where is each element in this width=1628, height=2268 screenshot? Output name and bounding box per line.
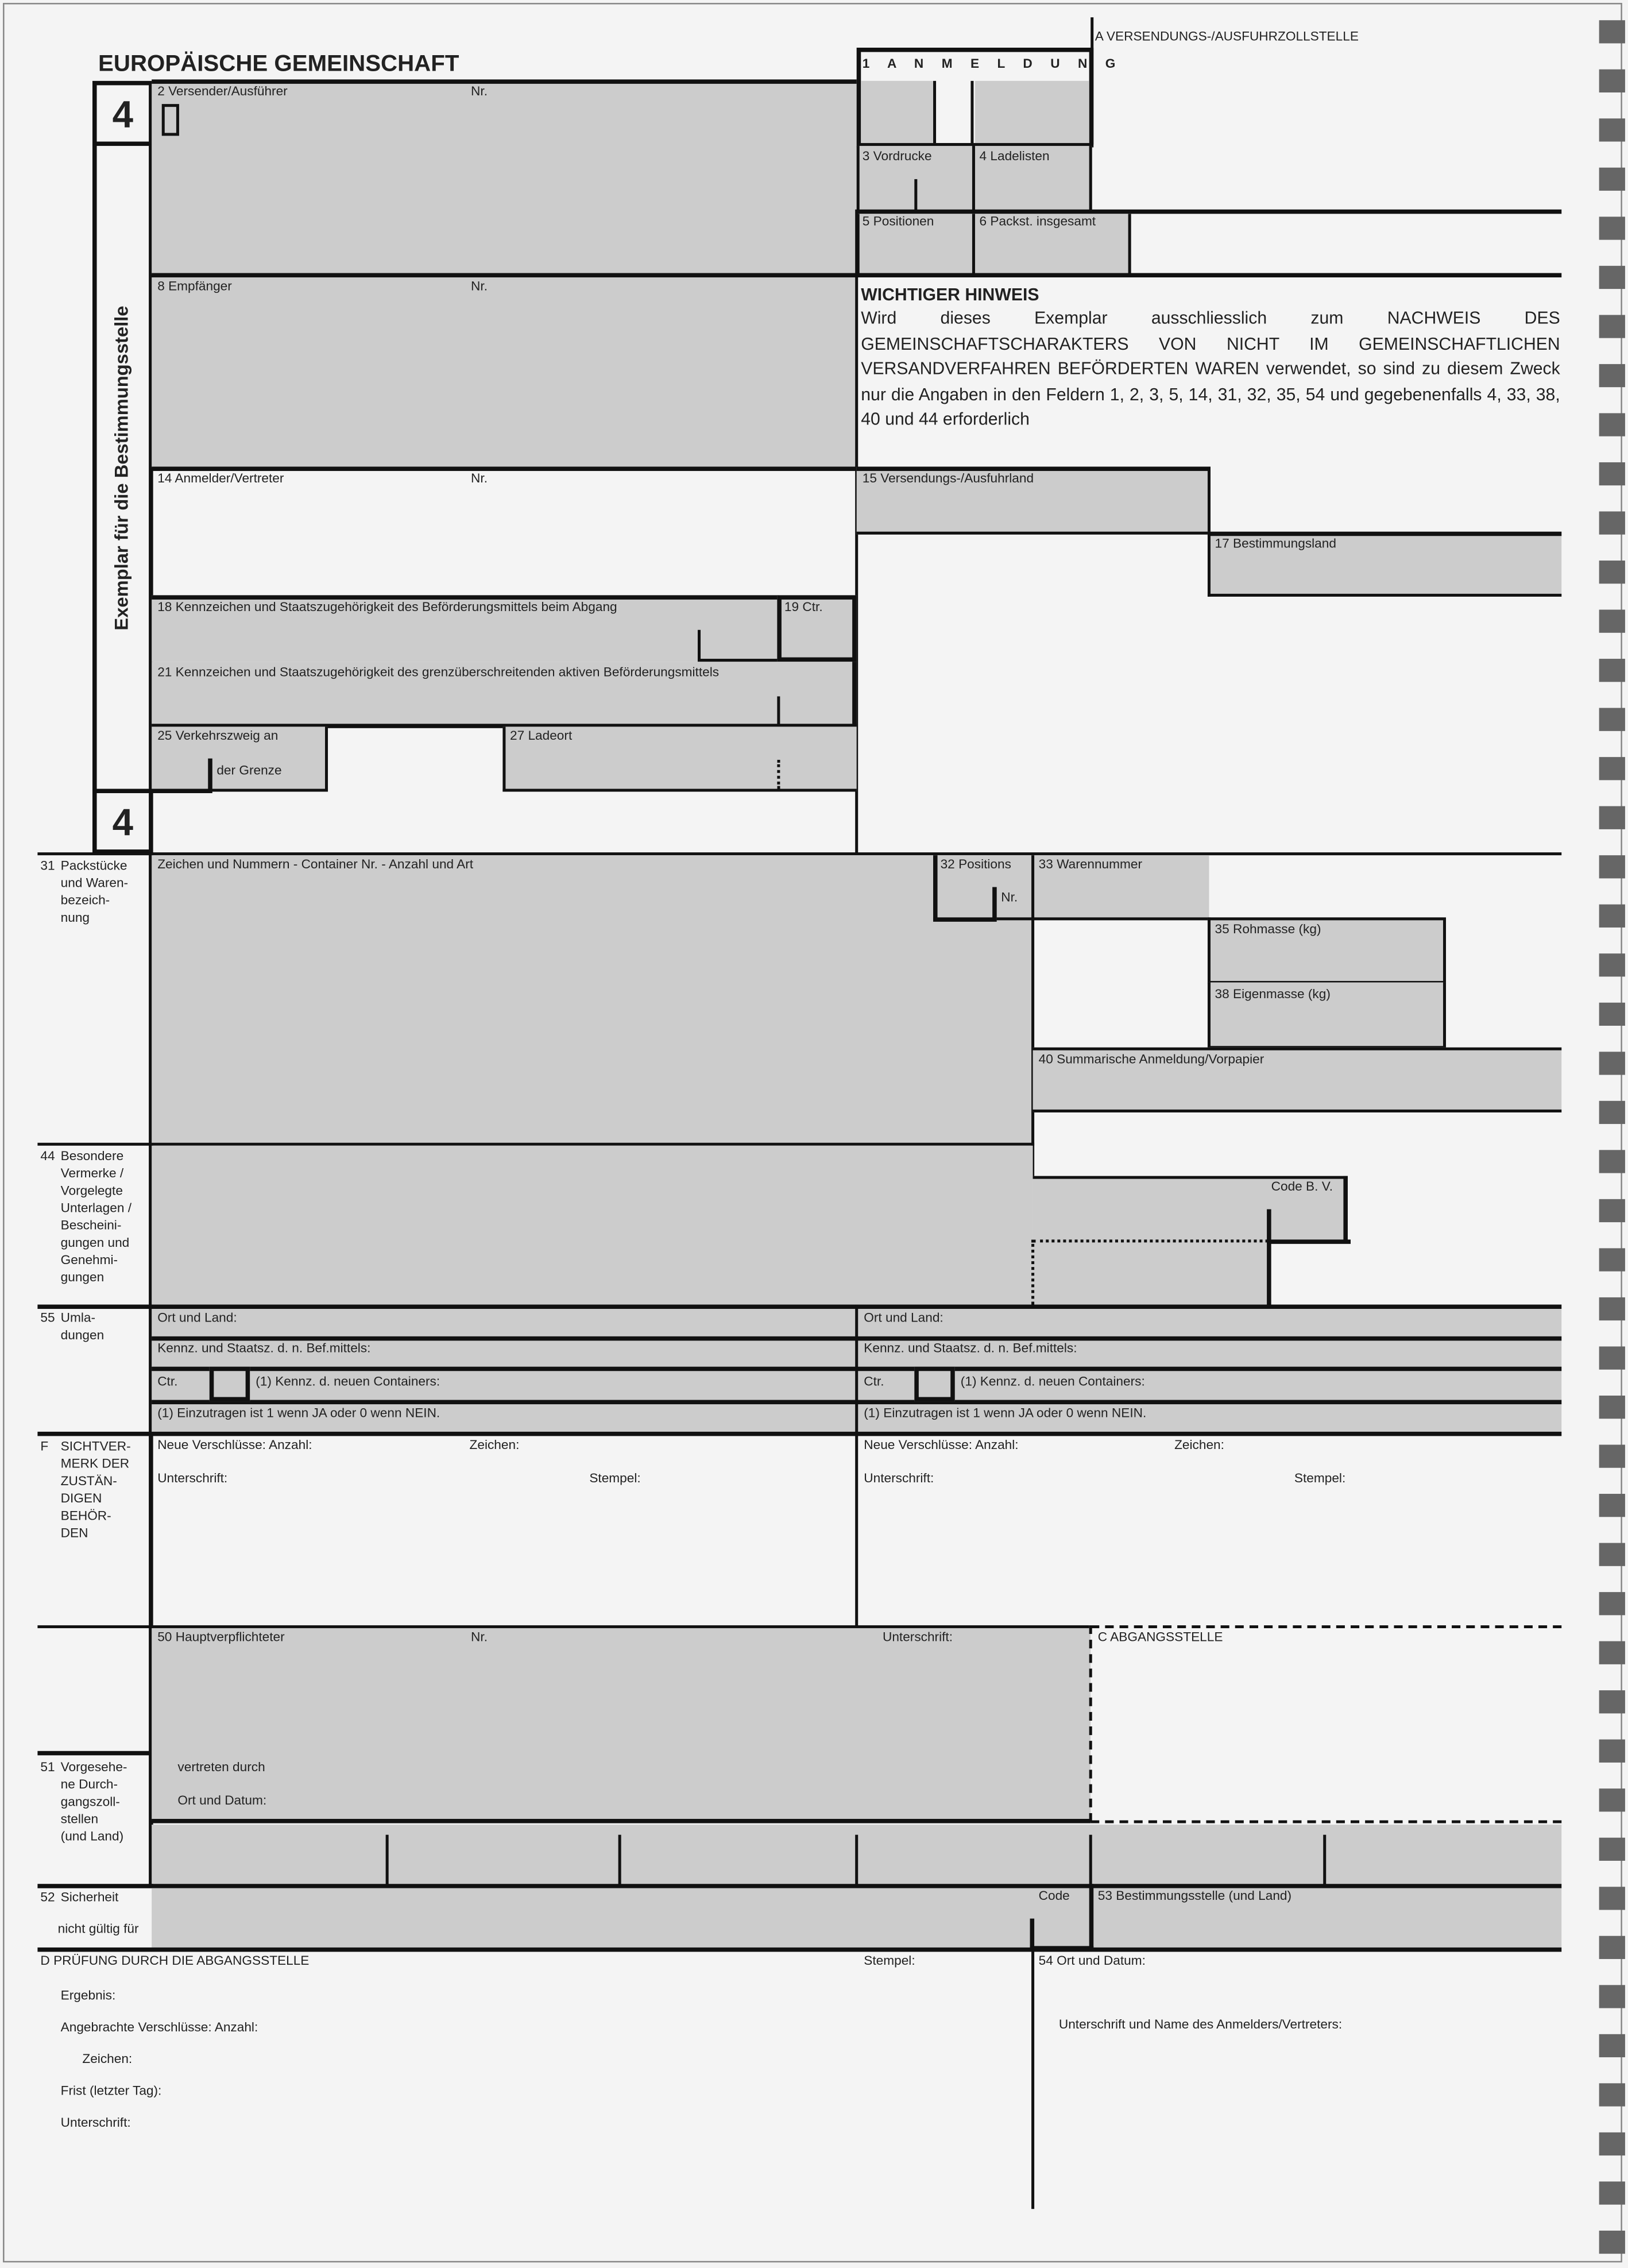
box-14-nr-label: Nr. [471, 471, 488, 486]
transship-ctr-checkbox-left[interactable] [210, 1367, 250, 1401]
divider [992, 887, 997, 921]
box-35-label: 35 Rohmasse (kg) [1215, 921, 1321, 937]
perforation-mark [1599, 1248, 1625, 1271]
section-d-stamp-label: Stempel: [864, 1953, 915, 1968]
divider [1089, 1625, 1092, 1822]
box-38-label: 38 Eigenmasse (kg) [1215, 987, 1331, 1002]
copy-label: Exemplar für die Bestimmungsstelle [110, 305, 133, 630]
box-1-label: 1 A N M E L D U N G [862, 56, 1123, 71]
box-54-field[interactable] [1034, 1952, 1560, 2212]
perforation-mark [1599, 20, 1625, 43]
perforation-mark [1599, 1641, 1625, 1664]
box-14-label: 14 Anmelder/Vertreter [157, 471, 284, 486]
divider [152, 789, 212, 793]
perforation-mark [1599, 2034, 1625, 2057]
box-8-consignee[interactable] [152, 277, 857, 468]
office-c-field[interactable] [1093, 1629, 1560, 1819]
box-19-label: 19 Ctr. [784, 599, 823, 615]
perforation-mark [1599, 168, 1625, 191]
endorsement-seals-left: Neue Verschlüsse: Anzahl: [157, 1437, 312, 1452]
box-1-field-c[interactable] [975, 81, 1089, 143]
perforation-mark [1599, 2181, 1625, 2204]
divider [37, 1304, 1561, 1309]
endorsement-stamp-left: Stempel: [589, 1470, 641, 1485]
box-40-label: 40 Summarische Anmeldung/Vorpapier [1038, 1052, 1264, 1067]
perforation-mark [1599, 1445, 1625, 1468]
box-55-side-label: 55 Umla- dungen [40, 1310, 105, 1342]
perforation-mark [1599, 315, 1625, 338]
divider [152, 467, 857, 472]
divider [208, 759, 212, 792]
box-52-side-label: 52 Sicherheit [40, 1890, 119, 1904]
perforation-mark [1599, 1985, 1625, 2008]
endorsement-marks-left: Zeichen: [469, 1437, 520, 1452]
box-2-checkbox[interactable] [162, 104, 179, 136]
transship-vehicle-label-left: Kennz. und Staatsz. d. n. Bef.mittels: [157, 1340, 371, 1355]
divider [997, 917, 1211, 920]
box-2-label: 2 Versender/Ausführer [157, 83, 288, 99]
perforation-mark [1599, 462, 1625, 485]
divider [855, 1835, 858, 1886]
perforation-mark [1599, 561, 1625, 584]
perforation-mark [1599, 118, 1625, 141]
box-44-lower[interactable] [1033, 1239, 1270, 1304]
perforation-mark [1599, 953, 1625, 976]
section-d-deadline-label: Frist (letzter Tag): [60, 2083, 162, 2098]
perforation-mark [1599, 1396, 1625, 1419]
office-c-label: C ABGANGSSTELLE [1097, 1629, 1223, 1644]
transship-ctr-checkbox-right[interactable] [914, 1367, 954, 1401]
box-18-label: 18 Kennzeichen und Staatszugehörigkeit des Beförderungsmittels beim Abgang [157, 599, 617, 615]
box-32-label: 32 Positions [940, 856, 1011, 871]
perforation-mark [1599, 757, 1625, 780]
perforation-mark [1599, 855, 1625, 878]
box-27-label: 27 Ladeort [509, 728, 573, 743]
divider [1030, 1919, 1035, 1949]
box-44-code-label: Code B. V. [1271, 1179, 1333, 1193]
divider [777, 760, 780, 789]
notice-title: WICHTIGER HINWEIS [861, 284, 1039, 305]
box-31-label: Zeichen und Nummern - Container Nr. - Anzahl und Art [157, 856, 474, 871]
perforation-mark [1599, 364, 1625, 387]
divider [698, 630, 701, 662]
perforation-mark [1599, 2231, 1625, 2254]
divider [933, 917, 997, 922]
divider [37, 1432, 1561, 1436]
perforation-mark [1599, 659, 1625, 682]
section-f-endorsement-left[interactable] [152, 1436, 854, 1624]
divider [1033, 1239, 1269, 1242]
perforation-mark [1599, 1199, 1625, 1222]
divider [777, 696, 780, 725]
perforation-mark [1599, 905, 1625, 928]
perforation-mark [1599, 610, 1625, 633]
box-2-consignor[interactable] [152, 81, 857, 275]
perforation-mark [1599, 1003, 1625, 1026]
divider [1089, 1884, 1094, 1949]
box-50-principal[interactable] [152, 1628, 1091, 1821]
perforation-mark [1599, 266, 1625, 289]
section-d-signature-label: Unterschrift: [60, 2115, 131, 2130]
box-44-additional-info[interactable] [152, 1146, 1033, 1305]
office-a-label: A VERSENDUNGS-/AUSFUHRZOLLSTELLE [1095, 29, 1359, 44]
perforation-mark [1599, 2132, 1625, 2155]
divider [37, 1948, 1561, 1952]
section-f-endorsement-right[interactable] [858, 1436, 1560, 1624]
perforation-mark [1599, 1297, 1625, 1320]
divider [152, 1400, 1561, 1405]
perforation-mark [1599, 1592, 1625, 1615]
divider [152, 1336, 1561, 1341]
divider [152, 79, 857, 84]
divider [857, 210, 1562, 214]
perforation-mark [1599, 1788, 1625, 1811]
divider [1091, 1625, 1561, 1628]
divider [1091, 1821, 1561, 1823]
box-1-field-a[interactable] [861, 81, 933, 143]
divider [914, 179, 917, 211]
box-2-nr-label: Nr. [471, 83, 488, 99]
divider [1267, 1209, 1271, 1304]
transship-container-label-right: (1) Kennz. d. neuen Containers: [960, 1374, 1145, 1389]
transship-footnote-left: (1) Einzutragen ist 1 wenn JA oder 0 wenn NEIN. [157, 1405, 440, 1420]
perforation-mark [1599, 1740, 1625, 1763]
endorsement-signature-right: Unterschrift: [864, 1470, 934, 1485]
box-50-signature-label: Unterschrift: [882, 1629, 953, 1644]
form-title: EUROPÄISCHE GEMEINSCHAFT [98, 52, 459, 77]
endorsement-seals-right: Neue Verschlüsse: Anzahl: [864, 1437, 1019, 1452]
box-50-label: 50 Hauptverpflichteter [157, 1629, 285, 1644]
box-31-packages[interactable] [152, 855, 1033, 1144]
copy-number-box-top [92, 81, 153, 146]
divider [1031, 1239, 1034, 1304]
box-50-place-label: Ort und Datum: [177, 1792, 267, 1807]
perforation-mark [1599, 1494, 1625, 1517]
divider [386, 1835, 389, 1886]
box-5-label: 5 Positionen [862, 214, 934, 229]
perforation-mark [1599, 217, 1625, 239]
divider [618, 1835, 621, 1886]
perforation-mark [1599, 413, 1625, 436]
divider [970, 81, 973, 143]
divider [37, 1751, 150, 1756]
section-d-result-label: Ergebnis: [60, 1988, 116, 2003]
box-52-not-valid-label: nicht gültig für [57, 1921, 139, 1936]
perforation-mark [1599, 708, 1625, 731]
endorsement-signature-left: Unterschrift: [157, 1470, 228, 1485]
box-8-nr-label: Nr. [471, 279, 488, 293]
box-6-label: 6 Packst. insgesamt [979, 214, 1096, 229]
box-53-label: 53 Bestimmungsstelle (und Land) [1097, 1888, 1292, 1903]
divider [1323, 1835, 1326, 1886]
perforation-mark [1599, 2083, 1625, 2106]
office-a-field[interactable] [1093, 29, 1560, 208]
section-d-title: D PRÜFUNG DURCH DIE ABGANGSSTELLE [40, 1953, 310, 1968]
divider [152, 1367, 1561, 1371]
transship-place-label-left: Ort und Land: [157, 1310, 237, 1325]
transship-container-label-left: (1) Kennz. d. neuen Containers: [256, 1374, 440, 1389]
endorsement-stamp-right: Stempel: [1294, 1470, 1346, 1485]
copy-number-box-bottom [92, 789, 153, 853]
box-54-label: 54 Ort und Datum: [1038, 1953, 1146, 1968]
perforation-mark [1599, 1838, 1625, 1861]
transship-footnote-right: (1) Einzutragen ist 1 wenn JA oder 0 wenn NEIN. [864, 1405, 1147, 1420]
notice-body: Wird dieses Exemplar ausschliesslich zum NACHWEIS DES GEMEINSCHAFTSCHARAKTERS VON NICHT IM GEMEINSCHAFTLICHEN VERSANDVERFAHREN BEFÖRDERTEN WAREN verwendet, so sind zu diesem Zweck nur die Angaben in den Feldern 1, 2, 3, 5, 14, 31, 32, 35, 54 und gegebenenfalls 4, 33, 38, 40 und 44 erforderlich [861, 307, 1560, 430]
box-44-side-label: 44 Besondere Vermerke / Vorgelegte Unterlagen / Bescheini- gungen und Genehmi- gungen [40, 1148, 132, 1285]
transship-ctr-label-right: Ctr. [864, 1374, 884, 1389]
perforation-mark [1599, 1052, 1625, 1075]
transship-vehicle-label-right: Kennz. und Staatsz. d. n. Bef.mittels: [864, 1340, 1077, 1355]
transship-ctr-label-left: Ctr. [157, 1374, 178, 1389]
box-15-label: 15 Versendungs-/Ausfuhrland [862, 471, 1034, 486]
copy-number: 4 [112, 800, 134, 844]
perforation-mark [1599, 1887, 1625, 1910]
section-d-seals-label: Angebrachte Verschlüsse: Anzahl: [60, 2019, 258, 2034]
box-31-side-label: 31 Packstücke und Waren- bezeich- nung [40, 858, 129, 925]
divider [1089, 1835, 1092, 1886]
box-52-guarantee[interactable] [152, 1888, 1561, 1948]
box-21-label: 21 Kennzeichen und Staatszugehörigkeit des grenzüberschreitenden aktiven Beförderungsmittels [157, 664, 720, 679]
box-33-label: 33 Warennummer [1038, 856, 1143, 871]
box-25-label: 25 Verkehrszweig an [157, 728, 279, 743]
box-3-label: 3 Vordrucke [862, 149, 932, 164]
perforation-mark [1599, 1936, 1625, 1959]
divider [933, 81, 936, 143]
box-32-nr-label: Nr. [1001, 890, 1018, 905]
copy-number: 4 [112, 92, 134, 136]
section-d-marks-label: Zeichen: [82, 2051, 133, 2066]
perforation-mark [1599, 806, 1625, 829]
divider [152, 1819, 1091, 1823]
box-8-label: 8 Empfänger [157, 279, 232, 293]
box-17-label: 17 Bestimmungsland [1215, 536, 1336, 551]
perforation-mark [1599, 511, 1625, 534]
box-51-side-label: 51 Vorgesehe- ne Durch- gangszoll- stellen (und Land) [40, 1759, 127, 1844]
box-50-nr-label: Nr. [471, 1629, 488, 1644]
divider [1031, 855, 1034, 1179]
perforation-mark [1599, 1690, 1625, 1713]
endorsement-marks-right: Zeichen: [1174, 1437, 1224, 1452]
box-25-sublabel: der Grenze [216, 763, 282, 778]
box-52-code-label: Code [1038, 1888, 1070, 1903]
section-f-side-label: F SICHTVER- MERK DER ZUSTÄN- DIGEN BEHÖR- DEN [40, 1439, 131, 1540]
section-d-field[interactable] [37, 1952, 1028, 2212]
perforation-mark [1599, 1543, 1625, 1566]
perforation-mark [1599, 69, 1625, 92]
transship-place-label-right: Ort und Land: [864, 1310, 943, 1325]
box-14-declarant[interactable] [152, 471, 855, 595]
box-54-signature-label: Unterschrift und Name des Anmelders/Vertreters: [1058, 2016, 1343, 2031]
divider [1267, 1239, 1351, 1244]
perforation-mark [1599, 1101, 1625, 1124]
box-4-label: 4 Ladelisten [979, 149, 1050, 164]
perforation-mark [1599, 1150, 1625, 1173]
divider [37, 1884, 1561, 1888]
box-50-rep-label: vertreten durch [177, 1759, 265, 1775]
perforation-mark [1599, 1346, 1625, 1369]
